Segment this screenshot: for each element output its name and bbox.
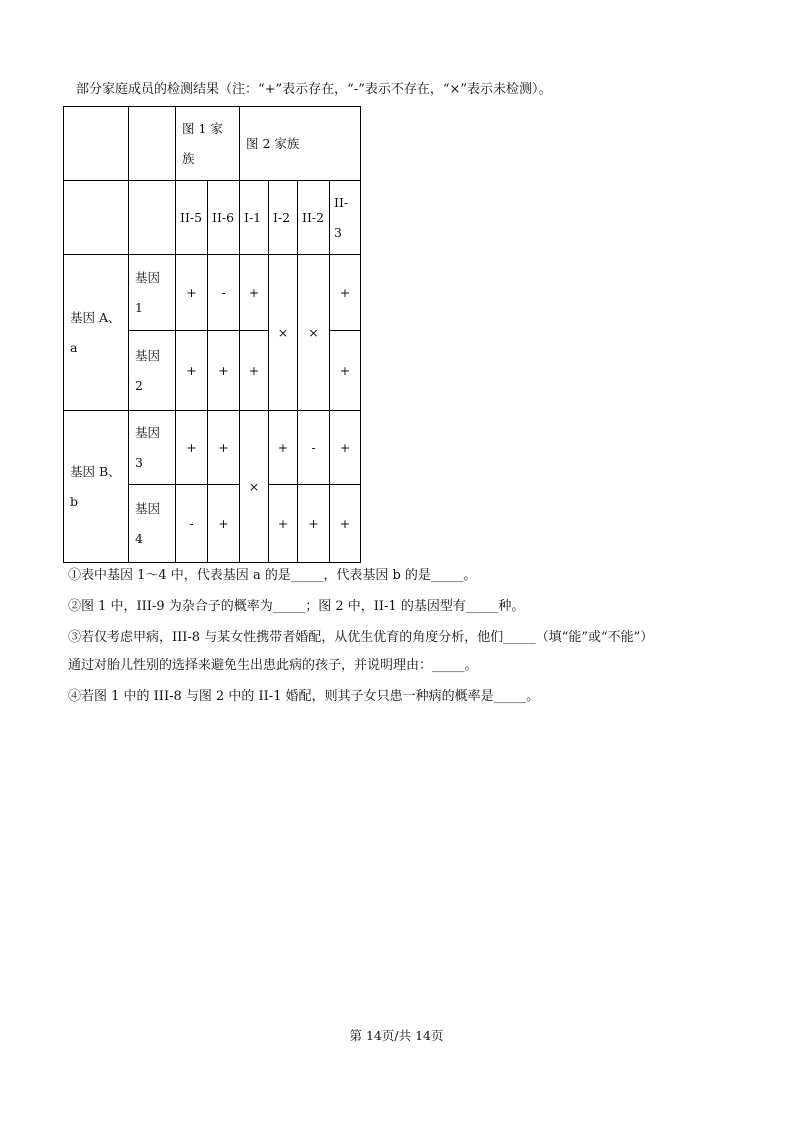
cell-gene2-I-1: + [240,331,269,411]
cell-gene3-II-2: - [298,411,330,485]
cell-gene3-II-6: + [208,411,240,485]
cell-gene4-II-5: - [176,485,208,563]
group-label-A: 基因 A、a [64,255,129,411]
question-3-continued: 通过对胎儿性别的选择来避免生出患此病的孩子，并说明理由：_____。 [68,658,478,673]
member-II-5: II-5 [176,181,208,255]
cell-gene2-II-3: + [330,331,361,411]
page-footer: 第 14页/共 14页 [349,1028,444,1043]
question-1: ①表中基因 1～4 中，代表基因 a 的是_____，代表基因 b 的是_____。 [68,568,477,583]
cell-gene3-II-3: + [330,411,361,485]
gene4-label: 基因 4 [129,485,176,563]
member-II-2: II-2 [298,181,330,255]
member-I-1: I-1 [240,181,269,255]
header-family2: 图 2 家族 [240,107,361,181]
cell-gene4-II-3: + [330,485,361,563]
cell-gene4-I-2: + [269,485,298,563]
gene1-label: 基因 1 [129,255,176,331]
empty-corner-cell [64,181,129,255]
cell-gene2-II-6: + [208,331,240,411]
cell-geneBb-I-1: × [240,411,269,563]
question-2: ②图 1 中，III-9 为杂合子的概率为_____；图 2 中，II-1 的基因型有_____种。 [68,599,525,614]
cell-gene4-II-2: + [298,485,330,563]
cell-geneAa-I-2: × [269,255,298,411]
cell-gene1-I-1: + [240,255,269,331]
cell-gene4-II-6: + [208,485,240,563]
empty-corner-cell [64,107,129,181]
header-family1 [176,107,240,181]
header-row-members [64,181,361,255]
gene2-label: 基因 2 [129,331,176,411]
empty-corner-cell [129,107,176,181]
cell-gene1-II-3: + [330,255,361,331]
member-II-6: II-6 [208,181,240,255]
member-II-3: II-3 [330,181,361,255]
detection-results-table [63,106,361,563]
question-list [68,566,758,718]
cell-gene3-II-5: + [176,411,208,485]
row-gene1 [64,255,361,331]
gene3-label: 基因 3 [129,411,176,485]
family1-label: 图 1 家族 [182,120,223,166]
cell-gene2-II-5: + [176,331,208,411]
intro-note: 部分家庭成员的检测结果（注：“+”表示存在，“-”表示不存在，“×”表示未检测）。 [76,82,552,97]
cell-gene3-I-2: + [269,411,298,485]
cell-gene1-II-6: - [208,255,240,331]
header-row-family [64,107,361,181]
question-4: ④若图 1 中的 III-8 与图 2 中的 II-1 婚配，则其子女只患一种病的概率是_____。 [68,689,540,704]
row-gene3 [64,411,361,485]
member-I-2: I-2 [269,181,298,255]
empty-corner-cell [129,181,176,255]
group-label-B: 基因 B、b [64,411,129,563]
question-3: ③若仅考虑甲病，III-8 与某女性携带者婚配，从优生优育的角度分析，他们_____（填“能”或“不能”） [68,630,654,645]
cell-geneAa-II-2: × [298,255,330,411]
cell-gene1-II-5: + [176,255,208,331]
